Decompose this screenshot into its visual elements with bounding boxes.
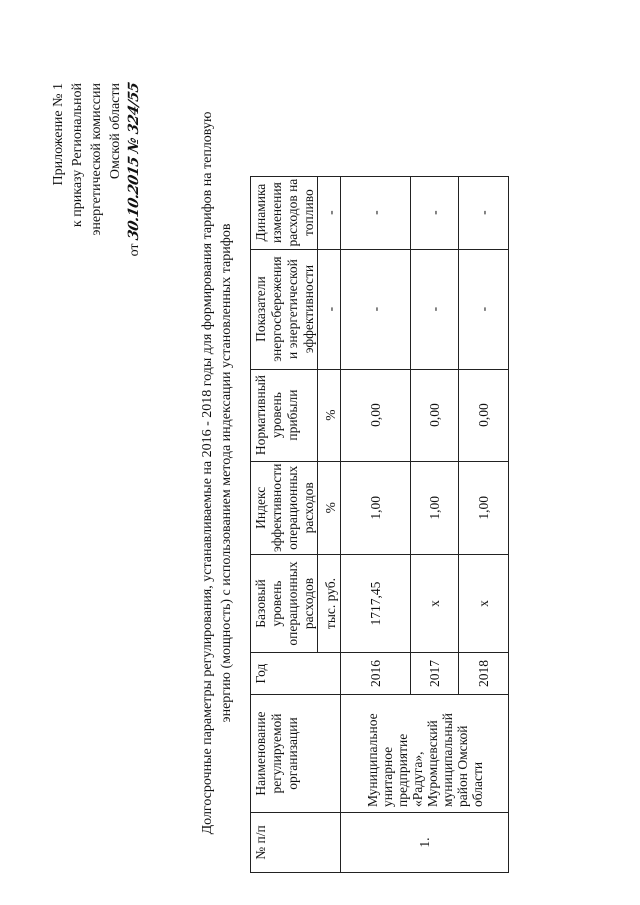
- header-fuel: Динамика изменения расходов на топливо: [251, 176, 318, 249]
- year-cell: 2018: [459, 653, 509, 695]
- header-num: № п/п: [251, 813, 341, 873]
- energy-cell: -: [411, 249, 459, 369]
- unit-index: %: [318, 461, 341, 554]
- header-year: Год: [251, 653, 341, 695]
- profit-cell: 0,00: [459, 369, 509, 461]
- index-cell: 1,00: [411, 461, 459, 554]
- annex-line-3: энергетической комиссии: [89, 83, 104, 236]
- annex-line-1: Приложение № 1: [51, 83, 66, 186]
- unit-base: тыс. руб.: [318, 555, 341, 653]
- unit-fuel: -: [318, 176, 341, 249]
- document-title: [198, 73, 236, 873]
- base-cell: 1717,45: [341, 555, 411, 653]
- year-cell: 2016: [341, 653, 411, 695]
- profit-cell: 0,00: [411, 369, 459, 461]
- year-cell: 2017: [411, 653, 459, 695]
- fuel-cell: -: [411, 176, 459, 249]
- organization-name: Муниципальное унитарное предприятие «Радуга», Муромцевский муниципальный район Омской области: [341, 695, 509, 813]
- energy-cell: -: [459, 249, 509, 369]
- profit-cell: 0,00: [341, 369, 411, 461]
- header-energy: Показатели энергосбережения и энергетической эффективности: [251, 249, 318, 369]
- parameters-table: [250, 176, 509, 873]
- annex-line-2: к приказу Региональной: [70, 83, 85, 228]
- header-org: Наименование регулируемой организации: [251, 695, 341, 813]
- annex-date-prefix: от: [127, 243, 142, 257]
- table-row: [341, 176, 411, 872]
- energy-cell: -: [341, 249, 411, 369]
- title-line-2: энергию (мощность) с использованием метода индексации установленных тарифов: [219, 223, 234, 723]
- header-row: [251, 176, 318, 872]
- title-line-1: Долгосрочные параметры регулирования, устанавливаемые на 2016 - 2018 годы для формирования тарифов на тепловую: [200, 111, 215, 835]
- header-index: Индекс эффективности операционных расходов: [251, 461, 318, 554]
- base-cell: x: [411, 555, 459, 653]
- unit-profit: %: [318, 369, 341, 461]
- unit-energy: -: [318, 249, 341, 369]
- header-base: Базовый уровень операционных расходов: [251, 555, 318, 653]
- annex-header: [49, 83, 144, 256]
- row-number: 1.: [341, 813, 509, 873]
- index-cell: 1,00: [341, 461, 411, 554]
- annex-line-4: Омской области: [108, 83, 123, 180]
- fuel-cell: -: [459, 176, 509, 249]
- annex-date-line: [125, 83, 144, 256]
- index-cell: 1,00: [459, 461, 509, 554]
- handwritten-date: 30.10.2015 № 324/55: [126, 81, 142, 242]
- base-cell: x: [459, 555, 509, 653]
- header-profit: Нормативный уровень прибыли: [251, 369, 318, 461]
- fuel-cell: -: [341, 176, 411, 249]
